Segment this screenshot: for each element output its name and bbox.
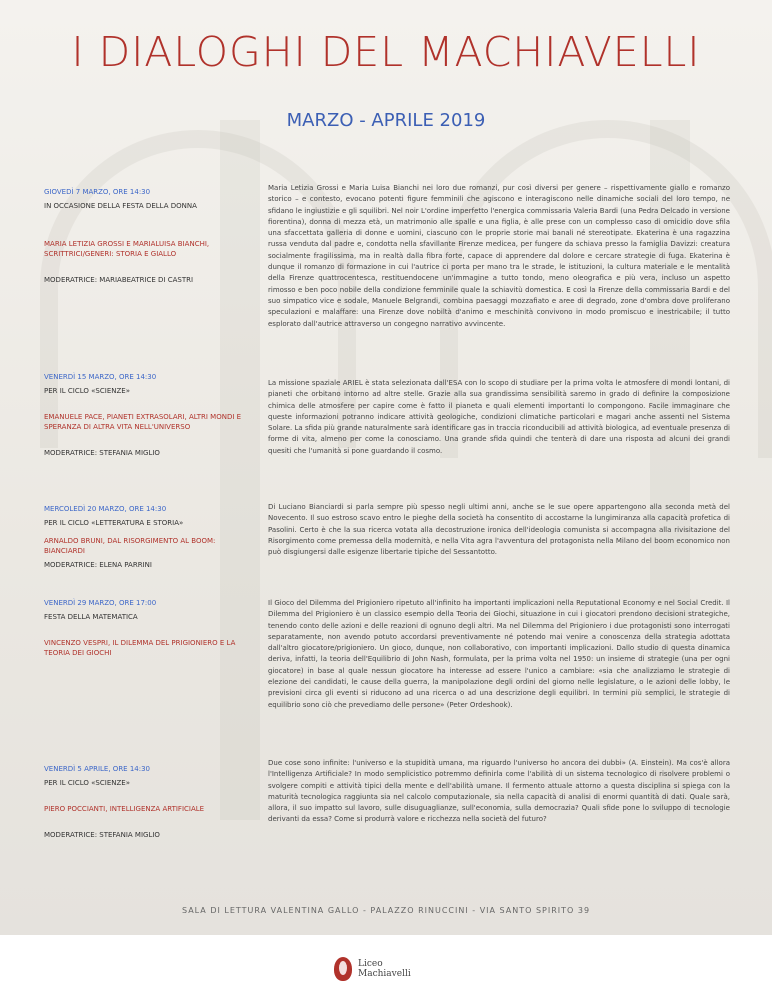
logo-text (358, 959, 411, 979)
logo-line-1: Liceo (358, 959, 383, 969)
event-speaker: MARIA LETIZIA GROSSI E MARIALUISA BIANCHI, SCRITTRICI/GENERI: STORIA E GIALLO (44, 240, 210, 258)
event-date: GIOVEDÌ 7 MARZO, ORE 14:30 (44, 188, 151, 196)
event-speaker: ARNALDO BRUNI, DAL RISORGIMENTO AL BOOM: BIANCIARDI (44, 537, 216, 555)
page-subtitle: MARZO - APRILE 2019 (286, 110, 486, 131)
school-logo (334, 954, 411, 984)
page-title: I DIALOGHI DEL MACHIAVELLI (71, 28, 701, 76)
venue-line: SALA DI LETTURA VALENTINA GALLO - PALAZZO RINUCCINI - VIA SANTO SPIRITO 39 (181, 906, 591, 915)
event-series: FESTA DELLA MATEMATICA (44, 613, 138, 621)
logo-line-2: Machiavelli (358, 969, 411, 979)
event-series: IN OCCASIONE DELLA FESTA DELLA DONNA (44, 202, 197, 210)
event-speaker: PIERO POCCIANTI, INTELLIGENZA ARTIFICIALE (44, 805, 205, 813)
event-series: PER IL CICLO «LETTERATURA E STORIA» (44, 519, 184, 527)
event-info (44, 504, 254, 570)
event-description: Il Gioco del Dilemma del Prigioniero ripetuto all'infinito ha importanti implicazioni nella Reputational Economy e nel Social Credit. Il Dilemma del Prigioniero è un classico esempio della Teoria dei Giochi, situazione in cui i giocatori prendono decisioni strategiche, tenendo conto delle azioni e delle reazioni di ognuno degli altri. Ma nel Dilemma del Prigioniero i due protagonisti sono interrogati separatamente, non avendo potuto accordarsi preventivamente né potendo mai venire a conoscenza della strategia adottata dall'altro giocatore/prigioniero. Un gioco, dunque, non collaborativo, con importanti implicazioni. Dallo studio di questa dinamica deriva, infatti, la teoria dell'Equilibrio di John Nash, formulata, per la prima volta nel 1950: un insieme di strategie (una per ogni giocatore) in base al quale nessun giocatore ha interesse ad essere l'unico a cambiare: «sia che analizziamo le strategie di elezione dei candidati, le cause della guerra, la manipolazione degli ordini del giorno nelle legislature, o le azioni delle lobby, le previsioni circa gli eventi si riducono ad una ricerca o ad una descrizione degli equilibri. In termini più semplici, le strategie di equilibrio sono ciò che prevediamo delle persone» (Peter Ordeshook). (268, 599, 730, 709)
event-info (44, 598, 254, 674)
event-description: La missione spaziale ARIEL è stata selezionata dall'ESA con lo scopo di studiare per la prima volta le atmosfere di mondi lontani, di pianeti che orbitano intorno ad altre stelle. Grazie alla sua grandissima sensibilità saremo in grado di definire la composizione chimica delle atmosfere per capire come è fatto il pianeta e quali elementi importanti lo compongono. Facile immaginare che queste informazioni potranno indicare attività geologiche, condizioni climatiche particolari e magari anche assenti nel Sistema Solare. La sfida più grande naturalmente sarà identificare gas in traccia riconducibili ad attività biologica, ad eventuale presenza di forme di vita, almeno per come la conosciamo. Una grande sfida quindi che tenterà di dare una risposta ad alcuni dei grandi quesiti che l'umanità si pone guardando il cosmo. (268, 379, 730, 455)
event-info (44, 764, 254, 840)
event-speaker: EMANUELE PACE, PIANETI EXTRASOLARI, ALTRI MONDI E SPERANZA DI ALTRA VITA NELL'UNIVERSO (44, 413, 242, 431)
event-moderator: MODERATRICE: ELENA PARRINI (44, 561, 152, 569)
event-series: PER IL CICLO «SCIENZE» (44, 779, 130, 787)
event-date: VENERDÌ 5 APRILE, ORE 14:30 (44, 765, 150, 773)
event-series: PER IL CICLO «SCIENZE» (44, 387, 130, 395)
event-info (44, 187, 254, 285)
event-speaker: VINCENZO VESPRI, IL DILEMMA DEL PRIGIONIERO E LA TEORIA DEI GIOCHI (44, 639, 236, 657)
event-date: MERCOLEDÌ 20 MARZO, ORE 14:30 (44, 505, 167, 513)
event-moderator: MODERATRICE: MARIABEATRICE DI CASTRI (44, 276, 194, 284)
event-moderator: MODERATRICE: STEFANIA MIGLIO (44, 831, 160, 839)
event-date: VENERDÌ 29 MARZO, ORE 17:00 (44, 599, 157, 607)
event-info (44, 372, 254, 458)
logo-mark-icon (334, 957, 352, 981)
event-description: Maria Letizia Grossi e Maria Luisa Bianchi nei loro due romanzi, pur così diversi per genere – rispettivamente giallo e romanzo storico – e contesto, evocano potenti figure femminili che agiscono e interagiscono nelle dinamiche sociali del loro tempo, ne sfidano le ingiustizie e gli squilibri. Nel noir L'ordine imperfetto l'energica commissaria Valeria Bardi (una Pedra Delcado in versione fiorentina), donna di mezza età, un matrimonio alle spalle e una figlia, è alle prese con un complesso caso di omicidio dove sfila una sfaccettata galleria di donne e uomini, ciascuno con le proprie storie mai banali né stereotipate. Ekaterina è una ragazzina russa venduta dal padre e, condotta nella sfavillante Firenze medicea, per fungere da schiava presso la famiglia Davizzi: creatura socialmente fragilissima, ma in realtà dalla fibra forte, capace di apprendere dal dolore e cercare strategie di fuga. Ekaterina è dunque il romanzo di formazione in cui l'autrice ci porta per mano tra le strade, le istituzioni, la cultura materiale e le mentalità della Firenze quattrocentesca, restituendocene un'immagine a tutto tondo, meno oleografica e più vera, incluso un aspetto rimosso e ben poco nobile della condizione femminile quale la schiavitù domestica. E così la Firenze della commissaria Bardi e del suo simpatico vice e sodale, Manuele Belgrandi, combina paesaggi mozzafiato e aree di degrado, zone d'ombra dove proliferano speculazioni e malaffare: una Firenze dove nobiltà d'animo e meschinità convivono in modo promiscuo e inestricabile; il tutto esplorato dall'autrice attraverso un congegno narrativo avvincente. (268, 184, 730, 328)
event-description: Di Luciano Bianciardi si parla sempre più spesso negli ultimi anni, anche se le sue opere appartengono alla seconda metà del Novecento. Il suo estroso scavo entro le pieghe della società ha consentito di accostarne la lungimiranza alla capacità profetica di Pasolini. Certo è che la sua ricerca votata alla decostruzione ironica dell'ideologia comunista si accompagna alla rivisitazione del Risorgimento come premessa della modernità, e nella Vita agra l'avventura del protagonista nella Milano del boom economico non può disgiungersi dalle esigenze libertarie tipiche del Sessantotto. (268, 503, 730, 557)
event-description: Due cose sono infinite: l'universo e la stupidità umana, ma riguardo l'universo ho ancora dei dubbi» (A. Einstein). Ma cos'è allora l'Intelligenza Artificiale? In modo semplicistico potremmo definirla come l'abilità di un sistema tecnologico di risolvere problemi o svolgere compiti e attività tipici della mente e dell'abilità umane. Il fermento attuale attorno a questa disciplina si spiega con la maturità tecnologica raggiunta sia nel calcolo computazionale, sia nella capacità di analisi di enormi quantità di dati. Quale sarà, allora, il suo impatto sul lavoro, sulle disuguaglianze, sull'economia, sulla democrazia? Quali sfide pone lo sviluppo di tecnologie derivanti da essa? Come si produrrà valore e ricchezza nella società del futuro? (268, 759, 730, 824)
event-moderator: MODERATRICE: STEFANIA MIGLIO (44, 449, 160, 457)
event-date: VENERDÌ 15 MARZO, ORE 14:30 (44, 373, 157, 381)
